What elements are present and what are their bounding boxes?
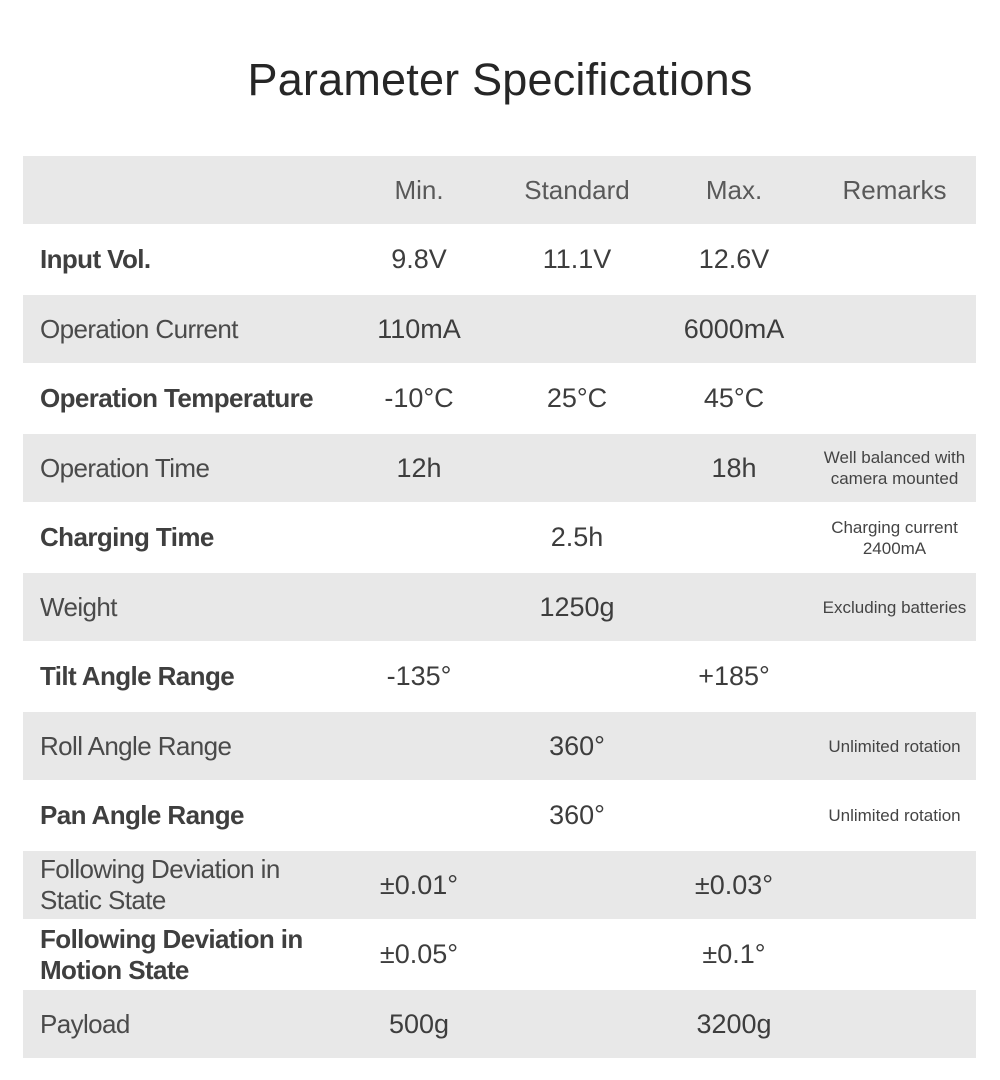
spec-table [23, 156, 976, 1058]
row-standard [499, 851, 655, 919]
row-parameter: Operation Temperature [40, 383, 313, 413]
row-standard [499, 295, 655, 363]
row-max: +185° [698, 661, 770, 691]
row-min: 500g [388, 1008, 450, 1039]
row-parameter: Charging Time [40, 522, 214, 552]
table-row [23, 851, 976, 919]
row-remarks: Well balanced with camera mounted [823, 448, 966, 488]
row-min [339, 712, 499, 780]
row-max [655, 712, 813, 780]
row-remarks [813, 363, 976, 434]
row-remarks [813, 295, 976, 363]
row-standard: 360° [549, 730, 605, 761]
row-min: 9.8V [391, 244, 447, 274]
row-min: 12h [396, 452, 442, 483]
row-remarks [813, 224, 976, 295]
row-min [339, 573, 499, 641]
row-parameter: Operation Time [40, 452, 210, 483]
row-standard: 25°C [546, 383, 608, 413]
row-remarks [813, 990, 976, 1058]
row-min: ±0.01° [379, 869, 459, 900]
row-max: 45°C [703, 383, 765, 413]
row-remarks: Unlimited rotation [828, 736, 961, 756]
table-row [23, 712, 976, 780]
row-parameter: Payload [40, 1008, 130, 1039]
row-min: ±0.05° [379, 939, 459, 969]
table-row [23, 990, 976, 1058]
row-parameter: Operation Current [40, 313, 238, 344]
row-remarks [813, 851, 976, 919]
row-remarks: Excluding batteries [822, 597, 967, 617]
row-min: 110mA [377, 313, 461, 344]
row-min [339, 780, 499, 851]
row-min [339, 502, 499, 573]
row-standard: 11.1V [542, 244, 612, 274]
table-header-row [23, 156, 976, 224]
table-row [23, 919, 976, 990]
row-standard [499, 434, 655, 502]
table-row [23, 295, 976, 363]
row-remarks: Charging current 2400mA [831, 517, 958, 558]
table-row [23, 641, 976, 712]
row-standard: 360° [549, 800, 605, 830]
table-row [23, 573, 976, 641]
row-max [655, 573, 813, 641]
row-standard [499, 990, 655, 1058]
row-max: ±0.03° [694, 869, 774, 900]
row-standard: 2.5h [550, 522, 604, 552]
row-parameter: Pan Angle Range [40, 800, 244, 830]
header-standard: Standard [524, 174, 630, 205]
table-row [23, 434, 976, 502]
header-remarks: Remarks [842, 174, 947, 205]
row-max: 12.6V [698, 244, 770, 274]
row-parameter: Roll Angle Range [40, 730, 232, 761]
row-parameter: Following Deviation in Static State [40, 854, 280, 915]
row-standard [499, 641, 655, 712]
page-title: Parameter Specifications [247, 54, 753, 105]
row-parameter: Following Deviation in Motion State [40, 923, 303, 985]
row-max [655, 502, 813, 573]
row-max: 6000mA [683, 313, 785, 344]
row-standard [499, 919, 655, 990]
row-standard: 1250g [539, 591, 615, 622]
row-max: 3200g [696, 1008, 772, 1039]
row-parameter: Tilt Angle Range [40, 661, 235, 691]
row-max: 18h [711, 452, 757, 483]
row-max [655, 780, 813, 851]
row-remarks: Unlimited rotation [828, 806, 961, 825]
header-max: Max. [705, 174, 763, 205]
table-row [23, 502, 976, 573]
table-row [23, 780, 976, 851]
header-min: Min. [394, 174, 444, 205]
table-row [23, 224, 976, 295]
row-min: -10°C [384, 383, 454, 413]
row-max: ±0.1° [702, 939, 766, 969]
row-remarks [813, 919, 976, 990]
header-parameter [23, 156, 339, 224]
row-parameter: Input Vol. [40, 244, 151, 274]
table-row [23, 363, 976, 434]
row-parameter: Weight [40, 591, 117, 622]
row-remarks [813, 641, 976, 712]
row-min: -135° [386, 661, 452, 691]
